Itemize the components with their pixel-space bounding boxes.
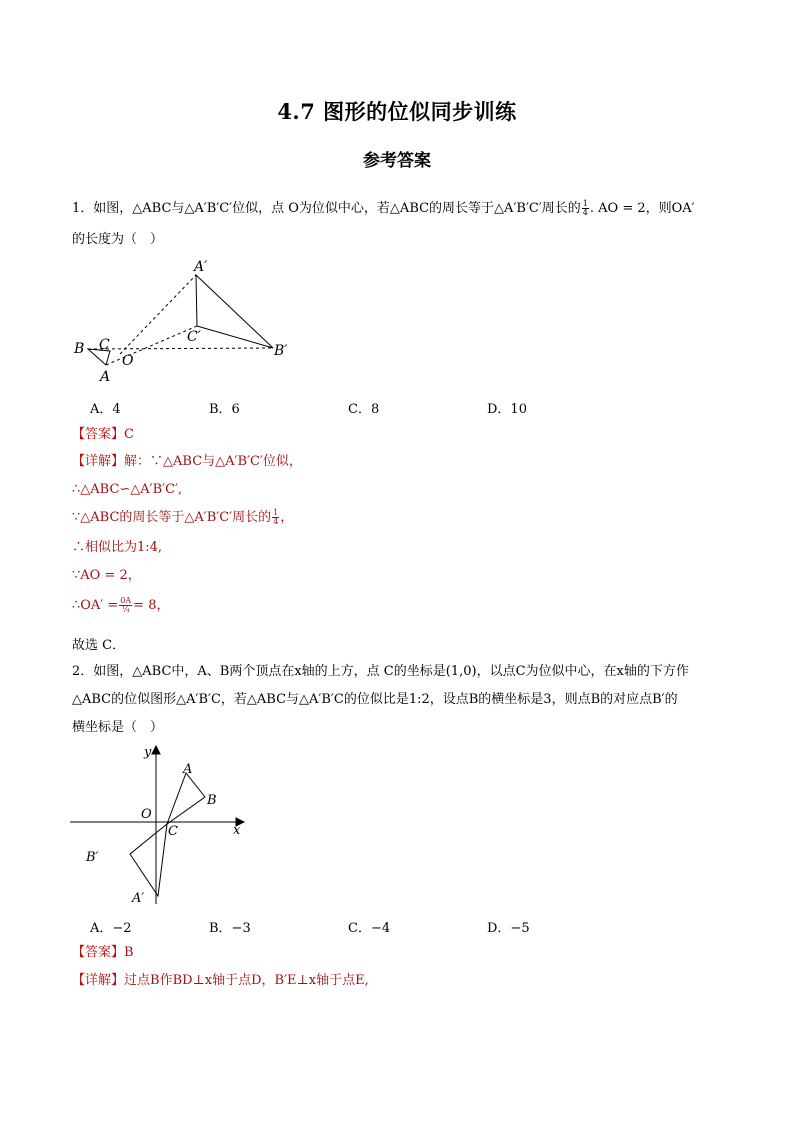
q1-detail-line4: ∴相似比为1:4, <box>72 540 163 555</box>
q1-answer-tag: 【答案】 <box>72 427 125 442</box>
dash-a-cprime <box>106 326 197 365</box>
label-x: x <box>233 823 241 838</box>
q1-stem-line2: 的长度为（ ） <box>72 232 164 247</box>
q1-detail6-num: 0A <box>120 596 132 605</box>
q2-detail-line1 <box>72 971 369 991</box>
q1-answer-value: C <box>124 427 134 442</box>
q1-stem-text-b: . AO = 2，则OA′ <box>589 201 695 216</box>
q2-answer <box>72 943 134 963</box>
q1-detail-line2: ∴△ABC∽△A′B′C′, <box>72 482 183 497</box>
label-b-q2: B <box>207 793 217 808</box>
q1-detail-text3b: ， <box>280 510 294 525</box>
q1-detail-text6a: ∴OA′ = <box>72 598 119 613</box>
q1-option-d[interactable]: D．10 <box>487 402 527 417</box>
q1-frac-den: 4 <box>582 208 588 217</box>
label-b: B <box>74 341 85 357</box>
q1-fraction <box>582 200 589 217</box>
page-title: 4.7 图形的位似同步训练 <box>277 99 517 124</box>
label-a-prime: A′ <box>194 259 208 275</box>
q1-detail-line3 <box>72 508 293 528</box>
q2-answer-value: B <box>124 945 134 960</box>
triangle-apbpcp <box>196 275 273 348</box>
label-a-q2: A <box>183 762 193 777</box>
q1-stem-line1 <box>72 199 695 219</box>
q1-stem-text-a: 1．如图，△ABC与△A′B′C′位似，点 O为位似中心，若△ABC的周长等于△A′B′C′周长的 <box>72 201 581 216</box>
label-c: C <box>99 337 110 353</box>
q1-figure <box>70 255 310 390</box>
q2-stem-line1: 2．如图，△ABC中，A、B两个顶点在x轴的上方，点 C的坐标是(1,0)，以点C为位似中心，在x轴的下方作 <box>72 664 689 679</box>
label-b-prime: B′ <box>274 343 288 359</box>
q1-option-a[interactable]: A．4 <box>90 402 121 417</box>
q2-detail-text1: 过点B作BD⊥x轴于点D，B′E⊥x轴于点E, <box>124 973 369 988</box>
label-y: y <box>144 745 152 760</box>
dash-o-aprime <box>120 275 196 354</box>
label-c-prime: C′ <box>187 329 201 345</box>
triangle-apbpc-q2 <box>130 824 167 896</box>
q1-detail-tag: 【详解】 <box>72 454 125 469</box>
q1-detail-text6b: = 8， <box>133 598 170 613</box>
q1-detail6-den: ¼ <box>121 605 130 614</box>
q1-detail6-fraction <box>119 597 132 614</box>
label-o: O <box>122 353 134 369</box>
triangle-abc-q2 <box>167 773 205 824</box>
q2-option-b[interactable]: B．−3 <box>209 921 251 936</box>
q1-detail-line5: ∵AO = 2， <box>72 568 141 583</box>
q1-detail-frac-den: 4 <box>273 517 279 526</box>
dash-b-bprime <box>88 348 273 349</box>
q2-option-c[interactable]: C．−4 <box>348 921 391 936</box>
q1-detail-frac-num: 1 <box>273 508 279 517</box>
label-c-q2: C <box>168 824 178 839</box>
q1-frac-num: 1 <box>582 199 588 208</box>
label-o-q2: O <box>141 807 152 822</box>
label-a: A <box>100 369 111 385</box>
q2-stem-line2: △ABC的位似图形△A′B′C，若△ABC与△A′B′C的位似比是1:2，设点B的横坐标是3，则点B的对应点B′的 <box>72 692 678 707</box>
q2-option-d[interactable]: D．−5 <box>487 921 530 936</box>
label-b-prime-q2: B′ <box>86 850 99 865</box>
q1-detail-line1 <box>72 452 302 472</box>
q2-answer-tag: 【答案】 <box>72 945 125 960</box>
q2-option-a[interactable]: A．−2 <box>90 921 132 936</box>
q1-detail-fraction <box>272 509 279 526</box>
y-axis-arrow <box>152 746 160 754</box>
label-a-prime-q2: A′ <box>132 891 145 906</box>
q1-option-b[interactable]: B．6 <box>209 402 240 417</box>
q1-detail-text3a: ∵△ABC的周长等于△A′B′C′周长的 <box>72 510 272 525</box>
q2-stem-line3: 横坐标是（ ） <box>72 720 164 735</box>
q1-option-c[interactable]: C．8 <box>348 402 380 417</box>
q2-detail-tag: 【详解】 <box>72 973 125 988</box>
q1-detail-line6 <box>72 596 169 616</box>
q1-answer <box>72 425 134 445</box>
q1-detail-text1: 解：∵△ABC与△A′B′C′位似， <box>124 454 302 469</box>
page-subtitle: 参考答案 <box>363 151 431 171</box>
q2-figure <box>70 742 255 910</box>
q1-conclusion: 故选 C． <box>72 638 126 653</box>
